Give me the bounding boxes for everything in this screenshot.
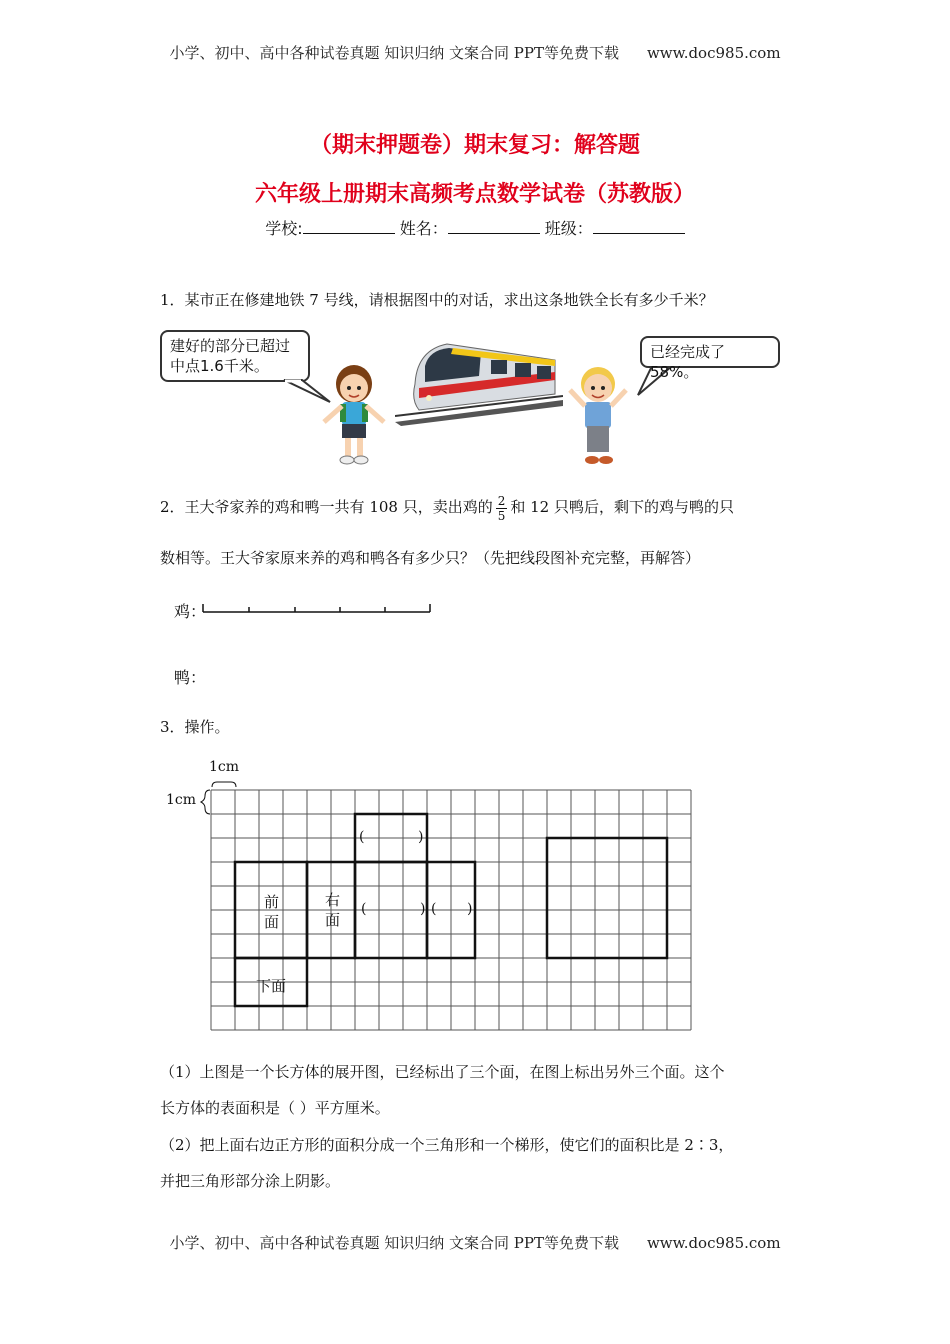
boy-left-illustration: [318, 360, 390, 470]
chicken-segment-diagram: [200, 600, 440, 620]
header-site: www.doc985.com: [646, 44, 781, 62]
fraction-two-fifths: [496, 494, 508, 523]
footer-text: 小学、初中、高中各种试卷真题 知识归纳 文案合同 PPT等免费下载: [169, 1234, 619, 1252]
class-label: 班级：: [544, 219, 593, 238]
name-label: 姓名：: [399, 219, 448, 238]
q2-line2: 数相等。王大爷家原来养的鸡和鸭各有多少只？（先把线段图补充完整，再解答）: [160, 549, 701, 567]
paren-open-top: (: [359, 829, 365, 845]
duck-label: 鸭：: [174, 668, 207, 687]
boy-right-illustration: [562, 360, 636, 470]
face-label-bottom: 下面: [256, 977, 287, 995]
q1-text: 1．某市正在修建地铁 7 号线，请根据图中的对话，求出这条地铁全长有多少千米？: [160, 291, 714, 309]
face-front-char-2: 面: [264, 913, 280, 931]
paren-close-right: ): [467, 901, 473, 917]
page-footer: [0, 1232, 950, 1253]
right-square: [547, 838, 667, 958]
speech-bubble-left: 建好的部分已超过中点1.6千米。: [160, 330, 310, 382]
paren-open-right: (: [431, 901, 437, 917]
chicken-label: 鸡：: [174, 602, 207, 621]
school-label: 学校:: [265, 219, 303, 238]
face-right-char-1: 右: [325, 891, 341, 909]
footer-site: www.doc985.com: [646, 1234, 781, 1252]
subway-train-illustration: [395, 336, 563, 426]
face-front-char-1: 前: [264, 893, 280, 911]
face-label-front: [264, 892, 279, 932]
paren-open-mid: (: [361, 901, 367, 917]
unit-label-horizontal: 1cm: [209, 759, 240, 775]
title-main: （期末押题卷）期末复习：解答题: [309, 133, 640, 158]
face-label-right: [325, 890, 340, 930]
q3-text: 3．操作。: [160, 718, 230, 736]
q3-sub2-line1: （2）把上面右边正方形的面积分成一个三角形和一个梯形，使它们的面积比是 2∶3，: [160, 1136, 734, 1154]
paren-close-top: ): [418, 829, 424, 845]
unit-label-vertical: 1cm: [166, 792, 197, 808]
q2-line1-b: 和 12 只鸭后，剩下的鸡与鸭的只: [510, 498, 734, 516]
q2-line1: [160, 492, 734, 523]
face-right-char-2: 面: [325, 911, 341, 929]
speech-bubble-right: 已经完成了58%。: [640, 336, 780, 368]
fraction-denominator: 5: [497, 508, 506, 523]
unit-brace-vertical: [201, 790, 210, 814]
q3-sub1-line2: 长方体的表面积是（ ）平方厘米。: [160, 1099, 390, 1117]
title-sub: 六年级上册期末高频考点数学试卷（苏教版）: [254, 182, 695, 207]
q3-sub1-line1: （1）上图是一个长方体的展开图，已经标出了三个面，在图上标出另外三个面。这个: [160, 1063, 725, 1081]
q3-sub2-line2: 并把三角形部分涂上阴影。: [160, 1172, 341, 1190]
paren-close-mid: ): [420, 901, 426, 917]
q2-line1-a: 2．王大爷家养的鸡和鸭一共有 108 只，卖出鸡的: [160, 498, 493, 516]
header-text: 小学、初中、高中各种试卷真题 知识归纳 文案合同 PPT等免费下载: [169, 44, 619, 62]
fraction-numerator: 2: [497, 493, 506, 508]
unit-brace-horizontal: [212, 782, 236, 787]
